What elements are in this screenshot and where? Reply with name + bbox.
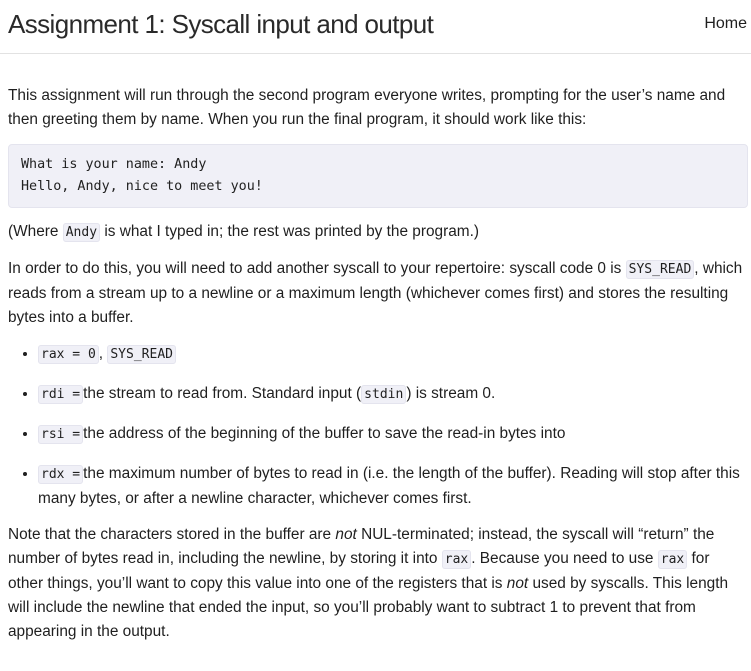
register-item-rsi [38,422,748,447]
inline-code: rdx = [38,465,83,484]
page-title: Assignment 1: Syscall input and output [8,9,434,39]
text-span: the maximum number of bytes to read in (i.e. the length of the buffer). Reading will stop after this many bytes, or after a newline character, whichever comes first. [38,465,740,507]
text-span: used by syscalls. This length will include the newline that ended the input, so you’ll probably want to subtract 1 to prevent that from appearing in the output. [8,575,729,640]
page-header [0,0,751,54]
register-list [8,342,748,511]
inline-code: rdi = [38,385,83,404]
inline-code: rax [442,550,471,569]
text-span: , [98,345,108,362]
text-span: the address of the beginning of the buffer to save the read-in bytes into [83,425,566,442]
emphasis: not [506,575,529,592]
code-line: Hello, Andy, nice to meet you! [21,179,263,194]
text-span: for other things, you’ll want to copy this value into one of the registers that is [8,550,710,592]
register-item-rdx [38,462,748,511]
syscall-paragraph [8,257,748,330]
inline-code: SYS_READ [626,260,695,279]
inline-code: SYS_READ [107,345,176,364]
register-item-rdi [38,382,748,407]
text-span: NUL-terminated; instead, the syscall will “return” the number of bytes read in, including the newline, by storing it into [8,526,715,567]
text-span: , which reads from a stream up to a newline or a maximum length (whichever comes first) and stores the resulting bytes into a buffer. [8,260,743,326]
text-span: Note that the characters stored in the buffer are [8,526,336,543]
inline-code: rsi = [38,425,83,444]
text-span: the stream to read from. Standard input ( [83,385,362,402]
text-span: (Where [8,223,63,240]
code-line: What is your name: Andy [21,157,207,172]
emphasis: not [335,526,357,543]
example-code-block [8,144,748,208]
home-link[interactable]: Home [704,15,747,32]
intro-paragraph: This assignment will run through the second program everyone writes, prompting for the user’s name and then greeting them by name. When you run the final program, it should work like this: [8,87,726,128]
where-note-paragraph [8,220,748,245]
inline-code: rax = 0 [38,345,99,364]
text-span: . Because you need to use [471,550,658,567]
register-item-rax [38,342,748,367]
text-span: ) is stream 0. [406,385,496,402]
text-span: In order to do this, you will need to add another syscall to your repertoire: syscall code 0 is [8,260,626,277]
inline-code: rax [658,550,687,569]
inline-code: stdin [361,385,406,404]
text-span: is what I typed in; the rest was printed by the program.) [100,223,480,240]
inline-code: Andy [63,223,100,242]
note-paragraph [8,523,748,644]
assignment-content [8,84,748,656]
